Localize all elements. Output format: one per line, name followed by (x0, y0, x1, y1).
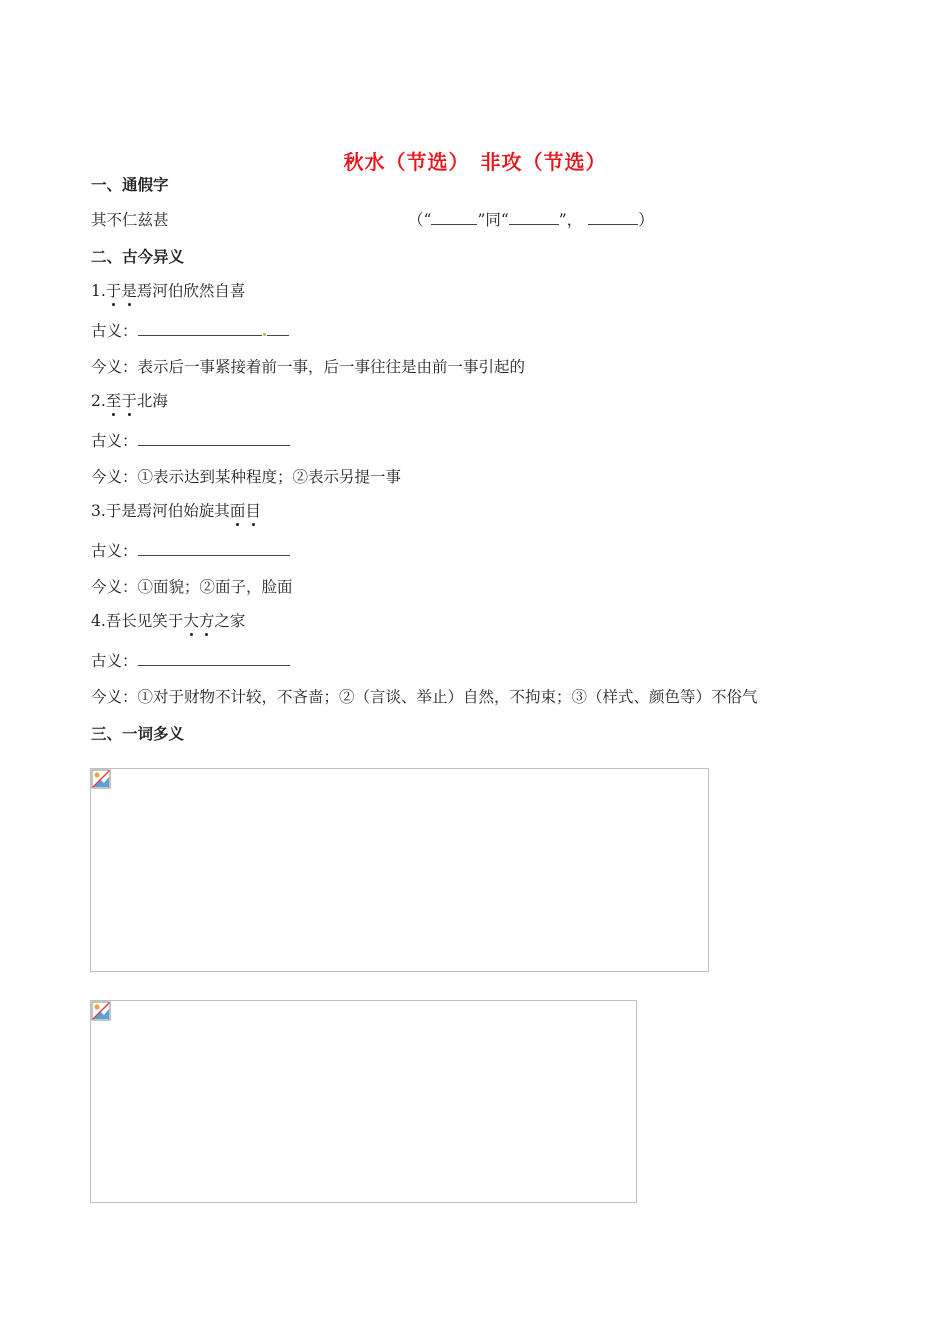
item-post: 焉河伯欣然自喜 (136, 282, 246, 300)
item-post: 之家 (214, 612, 246, 630)
image-placeholder-2 (90, 1000, 637, 1203)
item-2-sentence (91, 391, 168, 411)
item-3-jinyi: 今义：①面貌；②面子，脸面 (91, 578, 293, 596)
item-4-guyi (91, 651, 290, 671)
broken-image-icon (91, 769, 111, 789)
marker-dot (263, 333, 266, 336)
item-1-sentence (91, 281, 245, 301)
broken-image-icon (91, 1001, 111, 1021)
item-2-guyi (91, 431, 290, 451)
item-1-guyi (91, 321, 289, 341)
item-4-jinyi: 今义：①对于财物不计较，不吝啬；②（言谈、举止）自然，不拘束；③（样式、颜色等）不俗气 (91, 688, 758, 706)
item-number: 4. (91, 612, 106, 630)
guyi-label: 古义： (91, 432, 138, 450)
item-3-guyi (91, 541, 290, 561)
dotted-char: 于 (121, 392, 137, 410)
note-mid: ”同“ (477, 211, 509, 229)
dotted-char: 面 (229, 502, 246, 520)
dotted-char: 至 (105, 392, 122, 410)
note-open: （“ (408, 211, 432, 229)
guyi-blank[interactable] (138, 321, 262, 336)
guyi-blank[interactable] (138, 431, 290, 446)
image-placeholder-1 (90, 768, 709, 972)
guyi-blank[interactable] (138, 541, 290, 556)
item-number: 1. (91, 282, 106, 300)
guyi-blank-tail[interactable] (267, 321, 289, 336)
dotted-char: 大 (183, 612, 199, 630)
item-number: 3. (91, 502, 106, 520)
item-pre: 于是焉河伯始旋其 (105, 502, 230, 520)
guyi-label: 古义： (91, 322, 138, 340)
dotted-char: 方 (198, 612, 215, 630)
dotted-char: 目 (245, 502, 261, 520)
section-heading-gujinyiyi: 二、古今异义 (91, 247, 185, 266)
note-comma: ”， (558, 211, 583, 229)
dotted-char: 于 (105, 282, 122, 300)
guyi-label: 古义： (91, 542, 138, 560)
item-pre: 吾长见笑于 (105, 612, 184, 630)
item-3-sentence (91, 501, 261, 521)
item-4-sentence (91, 611, 245, 631)
tongjiazi-sentence: 其不仁兹甚 (91, 211, 169, 229)
guyi-label: 古义： (91, 652, 138, 670)
answer-blank-3[interactable] (588, 210, 638, 225)
guyi-blank[interactable] (138, 651, 290, 666)
note-close: ） (638, 211, 654, 229)
tongjiazi-answer-line (408, 210, 654, 230)
item-2-jinyi: 今义：①表示达到某种程度；②表示另提一事 (91, 468, 402, 486)
document-title: 秋水（节选） 非攻（节选） (343, 150, 607, 174)
item-post: 北海 (136, 392, 168, 410)
answer-blank-2[interactable] (509, 210, 559, 225)
item-number: 2. (91, 392, 106, 410)
answer-blank-1[interactable] (431, 210, 477, 225)
section-heading-tongjiazi: 一、通假字 (91, 175, 169, 194)
item-1-jinyi: 今义：表示后一事紧接着前一事，后一事往往是由前一事引起的 (91, 358, 526, 376)
dotted-char: 是 (121, 282, 137, 300)
section-heading-yiciduoyi: 三、一词多义 (91, 724, 185, 743)
